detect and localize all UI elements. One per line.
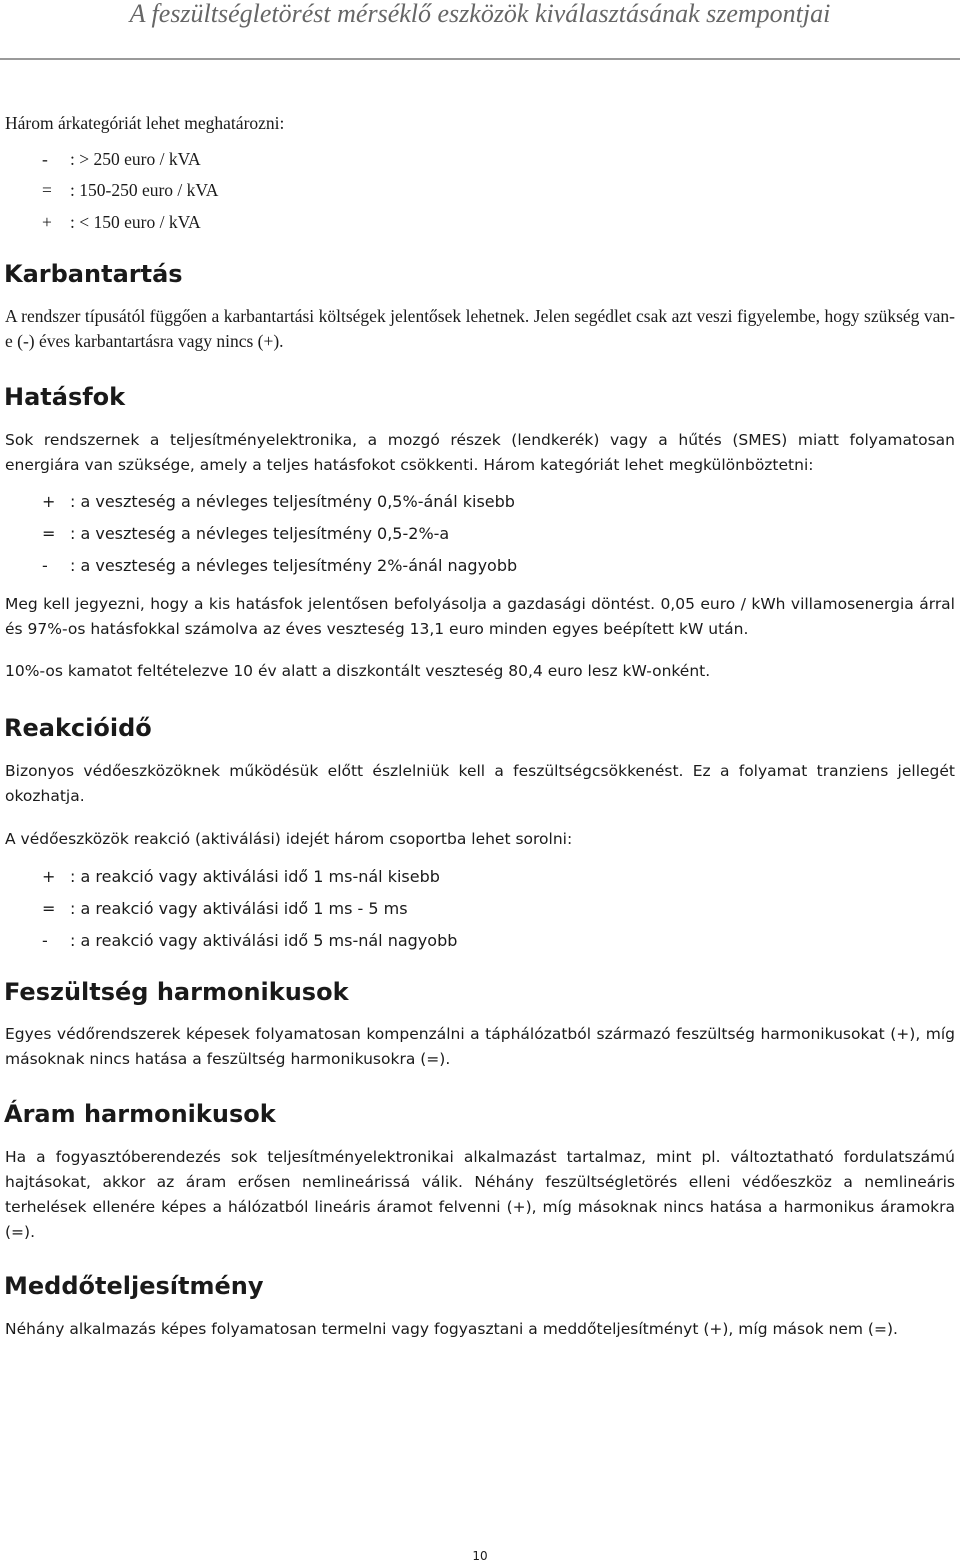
efficiency-item-symbol: = [42,524,56,543]
efficiency-text: Sok rendszernek a teljesítményelektronika, a mozgó részek (lendkerék) vagy a hűtés (SMES) miatt folyamatosan energiára van szüksége, amely a teljes hatásfokot csökkenti. Három kategóriát lehet megkülönböztetni: [5,431,955,474]
price-item-symbol: = [42,180,52,200]
page-number: 10 [472,1549,488,1563]
price-intro: Három árkategóriát lehet meghatározni: [5,113,285,133]
price-item-text: : 150-250 euro / kVA [70,180,219,200]
voltage-harmonics-text: Egyes védőrendszerek képesek folyamatosan kompenzálni a táphálózatból származó feszültség harmonikusokat (+), míg másoknak nincs hatása a feszültség harmonikusokra (=). [5,1025,955,1068]
section-heading-reaction: Reakcióidő [4,714,152,742]
reactive-power-text: Néhány alkalmazás képes folyamatosan termelni vagy fogyasztani a meddőteljesítményt (+), míg mások nem (=). [5,1320,898,1338]
reaction-item-text: : a reakció vagy aktiválási idő 5 ms-nál nagyobb [70,931,458,950]
section-heading-reactive-power: Meddőteljesítmény [4,1272,264,1300]
price-item [42,147,201,172]
efficiency-item-text: : a veszteség a névleges teljesítmény 0,5%-ánál kisebb [70,492,515,511]
efficiency-note: Meg kell jegyezni, hogy a kis hatásfok jelentősen befolyásolja a gazdasági döntést. 0,05 euro / kWh villamosenergia árral és 97%-os hatásfokkal számolva az éves veszteség 13,1 euro minden egyes beépített kW után. [5,595,955,638]
reaction-item [42,896,408,921]
reaction-item-symbol: - [42,931,48,950]
reaction-text: Bizonyos védőeszközöknek működésük előtt észlelniük kell a feszültségcsökkenést. Ez a folyamat tranziens jellegét okozhatja. [5,762,955,805]
reaction-item-text: : a reakció vagy aktiválási idő 1 ms-nál kisebb [70,867,440,886]
efficiency-item [42,521,449,546]
section-heading-efficiency: Hatásfok [4,383,126,411]
current-harmonics-text: Ha a fogyasztóberendezés sok teljesítményelektronikai alkalmazást tartalmaz, mint pl. változtatható fordulatszámú hajtásokat, akkor az áram erősen nemlineárissá válik. Néhány feszültségletörés elleni védőeszköz a nemlineáris terhelések ellenére képes a hálózatból lineáris áramot felvenni (+), míg másoknak nincs hatása a harmonikus áramokra (=). [5,1148,955,1241]
efficiency-item [42,489,515,514]
efficiency-item-symbol: - [42,556,48,575]
price-item-text: : > 250 euro / kVA [70,149,201,169]
section-heading-voltage-harmonics: Feszültség harmonikusok [4,978,349,1006]
header-divider [0,58,960,60]
efficiency-item [42,553,517,578]
section-heading-maintenance: Karbantartás [4,260,183,288]
efficiency-item-symbol: + [42,492,56,511]
maintenance-text: A rendszer típusától függően a karbantartási költségek jelentősek lehetnek. Jelen segédlet csak azt veszi figyelembe, hogy szükség van-e (-) éves karbantartásra vagy nincs (+). [5,306,955,351]
price-item-symbol: + [42,212,52,232]
price-item [42,178,218,203]
reaction-item-symbol: = [42,899,56,918]
efficiency-item-text: : a veszteség a névleges teljesítmény 2%-ánál nagyobb [70,556,518,575]
efficiency-note-discount: 10%-os kamatot feltételezve 10 év alatt a diszkontált veszteség 80,4 euro lesz kW-onként. [5,662,711,680]
reaction-item-symbol: + [42,867,56,886]
section-heading-current-harmonics: Áram harmonikusok [4,1100,276,1128]
reaction-item-text: : a reakció vagy aktiválási idő 1 ms - 5 ms [70,899,408,918]
price-item-symbol: - [42,149,48,169]
efficiency-item-text: : a veszteség a névleges teljesítmény 0,5-2%-a [70,524,450,543]
reaction-intro: A védőeszközök reakció (aktiválási) idejét három csoportba lehet sorolni: [5,830,573,848]
running-header: A feszültségletörést mérséklő eszközök kiválasztásának szempontjai [129,0,831,28]
reaction-item [42,928,457,953]
price-item [42,210,201,235]
reaction-item [42,864,440,889]
price-item-text: : < 150 euro / kVA [70,212,201,232]
